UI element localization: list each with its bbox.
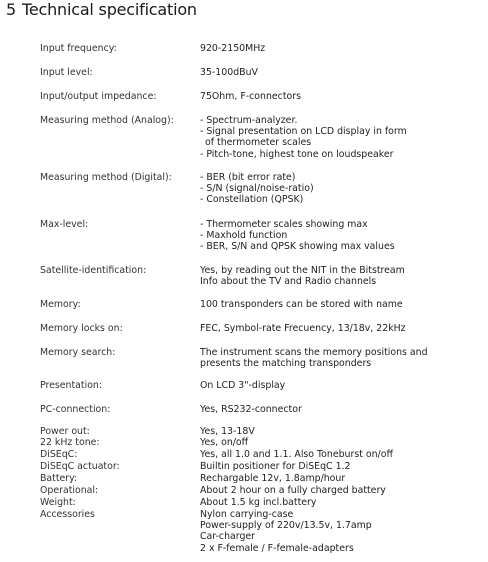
spec-label: DiSEqC: (40, 449, 78, 460)
spec-value (200, 497, 485, 508)
spec-value (200, 485, 485, 496)
spec-label: Measuring method (Digital): (40, 172, 172, 183)
spec-label: Input frequency: (40, 43, 117, 54)
spec-value-line: Builtin positioner for DiSEqC 1.2 (200, 461, 351, 472)
spec-value-line: - BER (bit error rate) (200, 172, 296, 183)
spec-value-line: - Thermometer scales showing max (200, 219, 368, 230)
spec-value (200, 461, 485, 472)
section-title: Technical specification (22, 0, 197, 19)
spec-value-line: Car-charger (200, 531, 256, 543)
spec-label: Satellite-identification: (40, 265, 147, 276)
spec-label: Memory locks on: (40, 323, 123, 334)
spec-label: Memory: (40, 299, 81, 310)
spec-value-line: Power-supply of 220v/13.5v, 1.7amp (200, 520, 372, 532)
spec-value (200, 437, 485, 448)
spec-value (200, 426, 485, 437)
section-number: 5 (6, 0, 16, 19)
spec-label: Battery: (40, 473, 78, 484)
spec-value-line: - Maxhold function (200, 230, 288, 242)
spec-value (200, 323, 485, 334)
spec-value-line: Info about the TV and Radio channels (200, 276, 377, 288)
spec-value-line: About 2 hour on a fully charged battery (200, 485, 386, 496)
spec-value-line: Yes, all 1.0 and 1.1. Also Toneburst on/off (200, 449, 393, 460)
spec-value-line: 100 transponders can be stored with name (200, 299, 403, 310)
spec-label: Operational: (40, 485, 99, 496)
spec-value (200, 115, 485, 160)
spec-label: Input/output impedance: (40, 91, 157, 102)
spec-label: DiSEqC actuator: (40, 461, 120, 472)
spec-value (200, 172, 485, 206)
spec-label: Measuring method (Analog): (40, 115, 174, 126)
spec-value-line: 75Ohm, F-connectors (200, 91, 301, 102)
spec-label: Weight: (40, 497, 76, 508)
spec-value (200, 219, 485, 253)
spec-value-line: Rechargable 12v, 1.8amp/hour (200, 473, 346, 484)
section-heading (6, 0, 197, 19)
spec-label: PC-connection: (40, 404, 111, 415)
spec-value-line: 920-2150MHz (200, 43, 266, 54)
spec-label: Presentation: (40, 380, 103, 391)
spec-value-line: Nylon carrying-case (200, 509, 294, 520)
spec-value-line: - S/N (signal/noise-ratio) (200, 183, 314, 195)
spec-value (200, 449, 485, 460)
spec-value-line: 2 x F-female / F-female-adapters (200, 542, 354, 554)
spec-label: Input level: (40, 67, 93, 78)
spec-value (200, 91, 485, 102)
spec-value (200, 509, 485, 554)
spec-value-line: presents the matching transponders (200, 358, 372, 370)
spec-value (200, 404, 485, 415)
spec-value-line: The instrument scans the memory positions and (200, 347, 428, 358)
spec-value (200, 265, 485, 287)
spec-value (200, 473, 485, 484)
spec-label: Max-level: (40, 219, 89, 230)
spec-label: Memory search: (40, 347, 116, 358)
spec-value (200, 347, 485, 369)
spec-value-line: - BER, S/N and QPSK showing max values (200, 241, 395, 253)
spec-value-line: Yes, RS232-connector (200, 404, 302, 415)
spec-value-line: - Spectrum-analyzer. (200, 115, 298, 126)
spec-value-line: Yes, on/off (200, 437, 249, 448)
spec-value (200, 380, 485, 391)
spec-value-line: FEC, Symbol-rate Frecuency, 13/18v, 22kHz (200, 323, 406, 334)
spec-value-line: On LCD 3"-display (200, 380, 286, 391)
spec-label: Accessories (40, 509, 95, 520)
spec-value-line: of thermometer scales (205, 137, 312, 149)
spec-value (200, 67, 485, 78)
spec-value (200, 43, 485, 54)
spec-value-line: - Constellation (QPSK) (200, 194, 304, 206)
spec-value (200, 299, 485, 310)
spec-value-line: 35-100dBuV (200, 67, 258, 78)
spec-value-line: - Pitch-tone, highest tone on loudspeaker (200, 148, 394, 160)
spec-label: Power out: (40, 426, 90, 437)
spec-value-line: Yes, 13-18V (200, 426, 255, 437)
spec-value-line: Yes, by reading out the NIT in the Bitstream (200, 265, 405, 276)
spec-value-line: About 1.5 kg incl.battery (200, 497, 317, 508)
spec-value-line: - Signal presentation on LCD display in form (200, 126, 407, 138)
spec-label: 22 kHz tone: (40, 437, 100, 448)
